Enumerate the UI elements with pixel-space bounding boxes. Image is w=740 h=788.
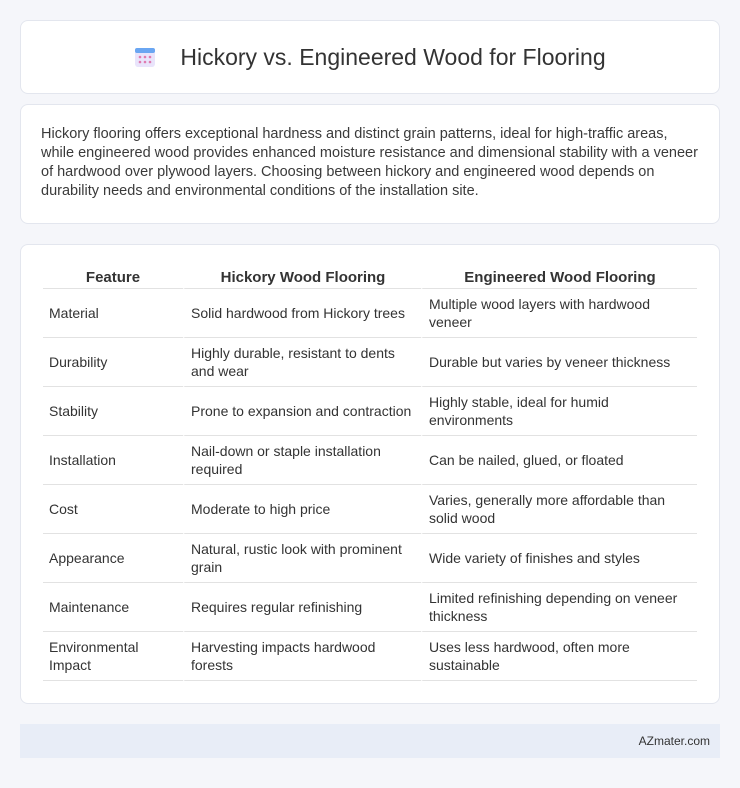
footer-brand: AZmater.com [638,734,710,748]
hickory-cell: Requires regular refinishing [183,583,421,632]
feature-cell: Stability [43,387,183,436]
table-row [43,534,697,583]
engineered-cell: Can be nailed, glued, or floated [421,436,697,485]
hickory-cell: Harvesting impacts hardwood forests [183,632,421,681]
hickory-cell: Nail-down or staple installation required [183,436,421,485]
hickory-cell: Solid hardwood from Hickory trees [183,289,421,338]
comparison-card [20,244,720,704]
engineered-cell: Wide variety of finishes and styles [421,534,697,583]
table-row [43,387,697,436]
engineered-cell: Uses less hardwood, often more sustainable [421,632,697,681]
feature-cell: Cost [43,485,183,534]
hickory-cell: Highly durable, resistant to dents and wear [183,338,421,387]
column-header-feature: Feature [43,265,183,289]
hickory-cell: Prone to expansion and contraction [183,387,421,436]
engineered-cell: Multiple wood layers with hardwood veneer [421,289,697,338]
title-card [20,20,720,94]
engineered-cell: Highly stable, ideal for humid environments [421,387,697,436]
page-title: Hickory vs. Engineered Wood for Flooring [180,43,606,70]
calendar-icon [134,46,156,68]
summary-text: Hickory flooring offers exceptional hardness and distinct grain patterns, ideal for high-traffic areas, while engineered wood provides enhanced moisture resistance and dimensional stability with a veneer of hardwood over plywood layers. Choosing between hickory and engineered wood depends on durability needs and environmental conditions of the installation site. [41,126,698,199]
table-header-row [43,265,697,289]
engineered-cell: Limited refinishing depending on veneer thickness [421,583,697,632]
table-row [43,583,697,632]
comparison-table [43,265,697,681]
feature-cell: Appearance [43,534,183,583]
column-header-engineered: Engineered Wood Flooring [421,265,697,289]
hickory-cell: Moderate to high price [183,485,421,534]
table-row [43,338,697,387]
feature-cell: Material [43,289,183,338]
feature-cell: Installation [43,436,183,485]
table-row [43,632,697,681]
footer [20,724,720,758]
hickory-cell: Natural, rustic look with prominent grain [183,534,421,583]
engineered-cell: Durable but varies by veneer thickness [421,338,697,387]
table-row [43,289,697,338]
feature-cell: Maintenance [43,583,183,632]
feature-cell: Durability [43,338,183,387]
table-row [43,436,697,485]
engineered-cell: Varies, generally more affordable than solid wood [421,485,697,534]
summary-card [20,104,720,224]
column-header-hickory: Hickory Wood Flooring [183,265,421,289]
feature-cell: Environmental Impact [43,632,183,681]
table-row [43,485,697,534]
